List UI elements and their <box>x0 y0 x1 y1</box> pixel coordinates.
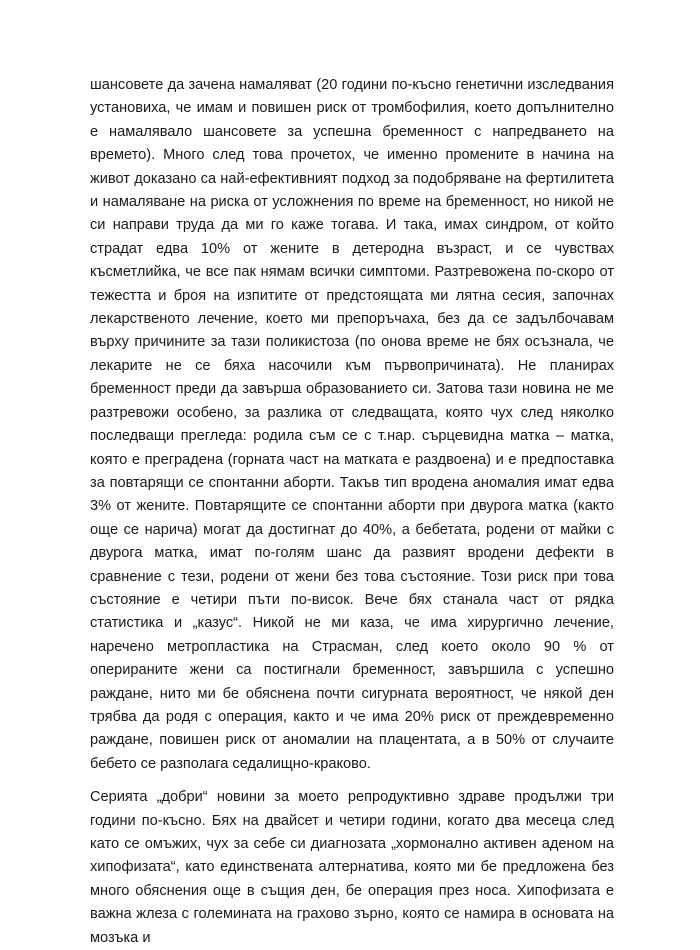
paragraph-2: Серията „добри“ новини за моето репродуктивно здраве продължи три години по-късно. Бях на двайсет и четири години, когато два месеца след като се омъжих, чух за себе си диагнозата „хормонално активен аденом на хипофизата“, като единствената алтернатива, която ми бе предложена без много обяснения още в същия ден, бе операция през носа. Хипофизата е важна жлеза с големината на грахово зърно, която се намира в основата на мозъка и <box>90 789 614 946</box>
document-body <box>90 74 614 950</box>
paragraph-1: шансовете да зачена намаляват (20 години по-късно генетични изследвания установиха, че имам и повишен риск от тромбофилия, което допълнително е намалявало шансовете за успешна бременност с напредването на времето). Много след това прочетох, че именно промените в начина на живот доказано са най-ефективният подход за подобряване на фертилитета и намаляване на риска от усложнения по време на бременност, но никой не си направи труда да ми го каже тогава. И така, имах синдром, от който страдат едва 10% от жените в детеродна възраст, и се чувствах късметлийка, че все пак нямам всички симптоми. Разтревожена по-скоро от тежестта и броя на изпитите от предстоящата ми лятна сесия, започнах лекарственото лечение, което ми препоръчаха, без да се задълбочавам върху причините за тази поликистоза (по онова време не бях осъзнала, че лекарите не се бяха насочили към първопричината). Не планирах бременност преди да завърша образованието си. Затова тази новина не ме разтревожи особено, за разлика от следващата, която чух след няколко последващи прегледа: родила съм се с т.нар. сърцевидна матка – матка, която е преградена (горната част на матката е раздвоена) и е предпоставка за повтарящи се спонтанни аборти. Такъв тип вродена аномалия имат едва 3% от жените. Повтарящите се спонтанни аборти при двурога матка (както още се нарича) могат да достигнат до 40%, а бебетата, родени от майки с двурога матка, имат по-голям шанс да развият вродени дефекти в сравнение с тези, родени от жени без това състояние. Този риск при това състояние е четири пъти по-висок. Вече бях станала част от рядка статистика и „казус“. Никой не ми каза, че има хирургично лечение, наречено метропластика на Страсман, след което около 90 % от оперираните жени са постигнали бременност, завършила с успешно раждане, нито ми бе обяснена почти сигурната вероятност, че някой ден трябва да родя с операция, както и че има 20% риск от преждевременно раждане, повишен риск от аномалии на плацентата, а в 50% от случаите бебето се разполага седалищно-краково. <box>90 77 614 772</box>
